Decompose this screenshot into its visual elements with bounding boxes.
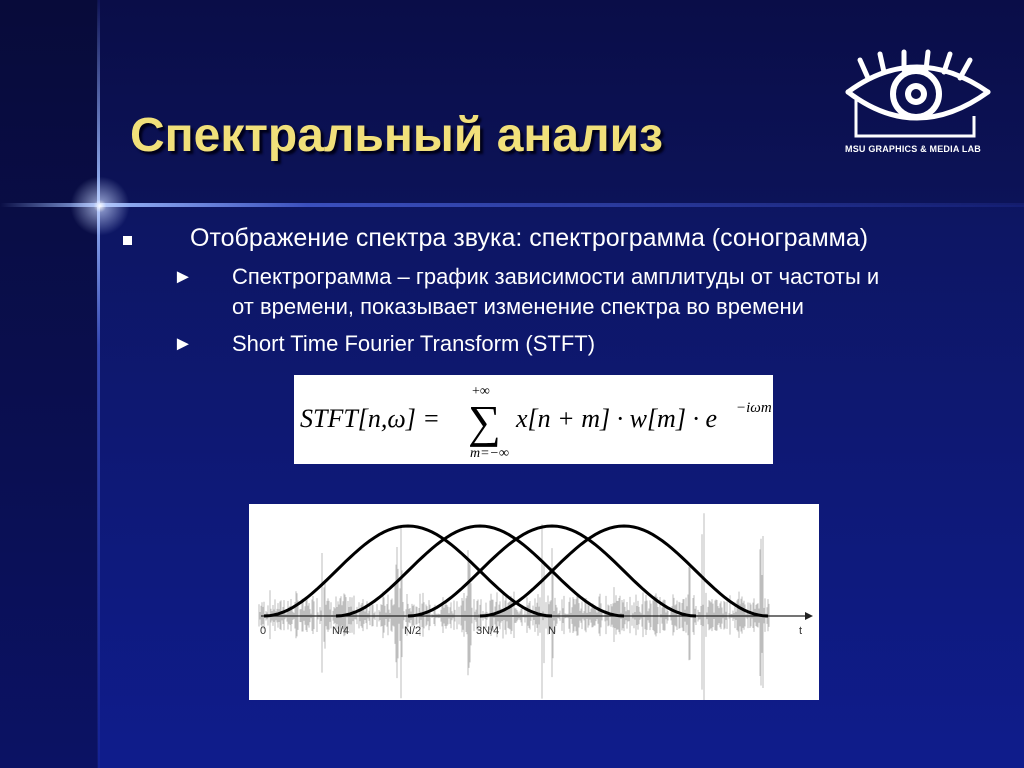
stft-formula xyxy=(294,375,773,464)
logo-caption: MSU GRAPHICS & MEDIA LAB xyxy=(845,144,981,154)
sub-bullet-2: Short Time Fourier Transform (STFT) xyxy=(232,331,596,356)
formula-box xyxy=(294,375,773,464)
axis-end-label: t xyxy=(799,625,803,637)
formula-sum-upper: +∞ xyxy=(472,384,490,399)
arrow-bullet-icon: ► xyxy=(173,266,193,288)
light-flare xyxy=(62,168,138,244)
arrow-bullet-icon: ► xyxy=(173,333,193,355)
formula-rhs: x[n + m] · w[m] · e xyxy=(516,404,717,433)
waveform-figure xyxy=(249,504,819,700)
axis-tick-label: N xyxy=(548,625,556,637)
formula-exponent: −iωm xyxy=(736,400,772,416)
bullet-square-icon xyxy=(123,236,132,245)
sum-icon: ∑ xyxy=(468,396,501,447)
left-band xyxy=(0,0,98,768)
sub-bullet-1-line-1: Спектрограмма – график зависимости амплитуды от частоты и xyxy=(232,264,880,289)
horizontal-light-line xyxy=(0,203,1024,207)
formula-lhs: STFT[n,ω] = xyxy=(300,404,440,433)
sub-bullet-1-line-2: от времени, показывает изменение спектра во времени xyxy=(232,294,804,319)
axis-arrow-icon xyxy=(805,612,813,620)
vertical-light-line xyxy=(97,0,100,768)
formula-sum-lower: m=−∞ xyxy=(470,446,509,461)
bullet-main: Отображение спектра звука: спектрограмма (сонограмма) xyxy=(190,224,869,252)
axis-tick-label: 3N/4 xyxy=(476,625,500,637)
axis-tick-label: N/2 xyxy=(404,625,422,637)
waveform-plot xyxy=(249,504,819,700)
axis-tick-label: N/4 xyxy=(332,625,350,637)
axis-tick-label: 0 xyxy=(260,625,267,637)
slide-title: Спектральный анализ xyxy=(130,109,663,162)
